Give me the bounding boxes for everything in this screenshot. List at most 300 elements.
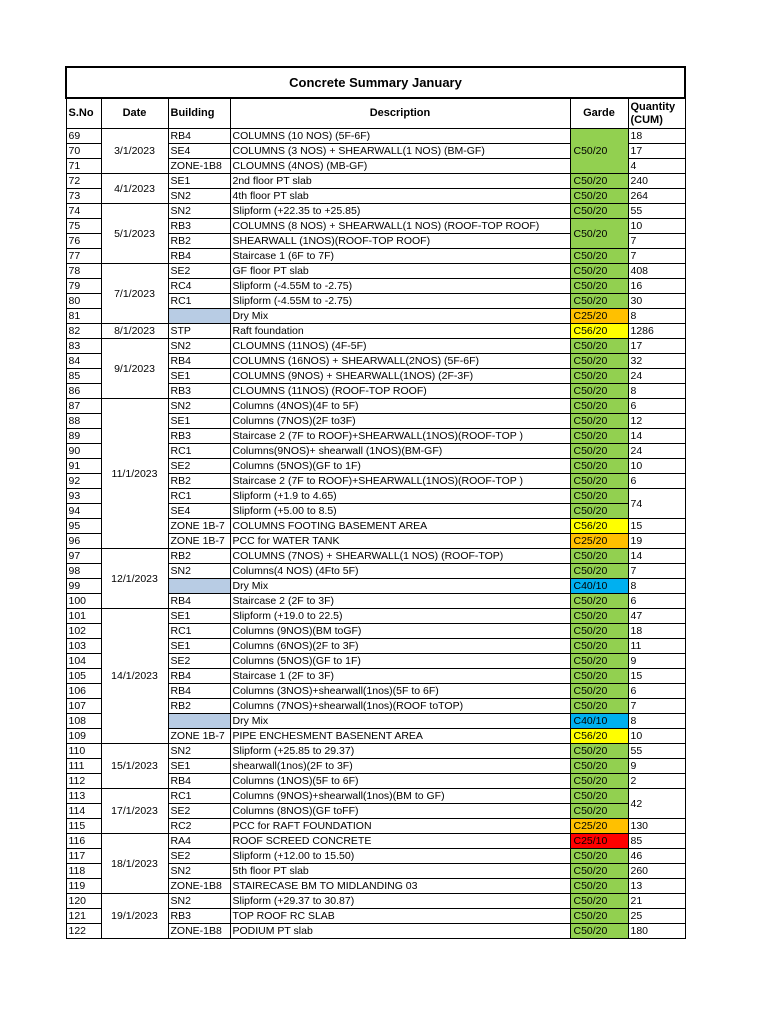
quantity-cell: 180 (628, 924, 685, 939)
quantity-cell: 9 (628, 654, 685, 669)
sno-cell: 79 (66, 279, 101, 294)
sno-cell: 102 (66, 624, 101, 639)
building-cell (168, 579, 230, 594)
description-cell: shearwall(1nos)(2F to 3F) (230, 759, 570, 774)
description-cell: COLUMNS (8 NOS) + SHEARWALL(1 NOS) (ROOF-TOP ROOF) (230, 219, 570, 234)
building-cell: SE4 (168, 144, 230, 159)
table-row (66, 204, 685, 219)
grade-cell: C50/20 (570, 594, 628, 609)
sno-cell: 81 (66, 309, 101, 324)
building-cell: SN2 (168, 864, 230, 879)
quantity-cell: 6 (628, 399, 685, 414)
sno-cell: 90 (66, 444, 101, 459)
quantity-cell: 15 (628, 669, 685, 684)
sno-cell: 121 (66, 909, 101, 924)
quantity-cell: 85 (628, 834, 685, 849)
table-row (66, 339, 685, 354)
date-cell: 8/1/2023 (101, 324, 168, 339)
grade-cell: C50/20 (570, 894, 628, 909)
building-cell: RB3 (168, 909, 230, 924)
grade-cell: C50/20 (570, 909, 628, 924)
concrete-summary-table (65, 66, 686, 939)
sno-cell: 78 (66, 264, 101, 279)
grade-cell: C50/20 (570, 624, 628, 639)
description-cell: Dry Mix (230, 714, 570, 729)
description-cell: CLOUMNS (4NOS) (MB-GF) (230, 159, 570, 174)
grade-cell: C50/20 (570, 399, 628, 414)
sno-cell: 72 (66, 174, 101, 189)
building-cell: RB4 (168, 774, 230, 789)
table-row (66, 834, 685, 849)
sno-cell: 119 (66, 879, 101, 894)
sno-cell: 109 (66, 729, 101, 744)
building-cell: RC4 (168, 279, 230, 294)
sno-cell: 70 (66, 144, 101, 159)
building-cell (168, 309, 230, 324)
building-cell (168, 714, 230, 729)
table-row (66, 894, 685, 909)
sno-cell: 97 (66, 549, 101, 564)
grade-cell: C50/20 (570, 489, 628, 504)
sno-cell: 89 (66, 429, 101, 444)
sno-cell: 107 (66, 699, 101, 714)
grade-cell: C50/20 (570, 549, 628, 564)
grade-cell: C50/20 (570, 789, 628, 804)
description-cell: ROOF SCREED CONCRETE (230, 834, 570, 849)
sno-cell: 120 (66, 894, 101, 909)
building-cell: RB4 (168, 129, 230, 144)
quantity-cell: 12 (628, 414, 685, 429)
sno-cell: 110 (66, 744, 101, 759)
grade-cell: C40/10 (570, 579, 628, 594)
date-cell: 12/1/2023 (101, 549, 168, 609)
quantity-cell: 2 (628, 774, 685, 789)
sno-cell: 75 (66, 219, 101, 234)
description-cell: Slipform (+29.37 to 30.87) (230, 894, 570, 909)
building-cell: SE1 (168, 414, 230, 429)
quantity-cell: 8 (628, 714, 685, 729)
quantity-cell: 18 (628, 624, 685, 639)
description-cell: COLUMNS (3 NOS) + SHEARWALL(1 NOS) (BM-GF) (230, 144, 570, 159)
date-cell: 17/1/2023 (101, 789, 168, 834)
quantity-cell: 260 (628, 864, 685, 879)
building-cell: RB2 (168, 549, 230, 564)
quantity-cell: 8 (628, 579, 685, 594)
grade-cell: C25/10 (570, 834, 628, 849)
quantity-cell: 32 (628, 354, 685, 369)
description-cell: PODIUM PT slab (230, 924, 570, 939)
quantity-cell: 6 (628, 684, 685, 699)
grade-cell: C50/20 (570, 219, 628, 249)
building-cell: SE2 (168, 264, 230, 279)
building-cell: SE1 (168, 609, 230, 624)
description-cell: Columns (7NOS)(2F to3F) (230, 414, 570, 429)
sno-cell: 85 (66, 369, 101, 384)
sno-cell: 103 (66, 639, 101, 654)
grade-cell: C50/20 (570, 849, 628, 864)
grade-cell: C50/20 (570, 369, 628, 384)
description-cell: Columns (7NOS)+shearwall(1nos)(ROOF toTOP) (230, 699, 570, 714)
sno-cell: 84 (66, 354, 101, 369)
building-cell: ZONE-1B8 (168, 924, 230, 939)
quantity-cell: 7 (628, 234, 685, 249)
sno-cell: 104 (66, 654, 101, 669)
quantity-cell: 14 (628, 549, 685, 564)
header-date: Date (101, 98, 168, 129)
grade-cell: C50/20 (570, 924, 628, 939)
grade-cell: C50/20 (570, 414, 628, 429)
description-cell: Staircase 1 (6F to 7F) (230, 249, 570, 264)
sno-cell: 93 (66, 489, 101, 504)
grade-cell: C50/20 (570, 774, 628, 789)
building-cell: RB3 (168, 219, 230, 234)
table-row (66, 399, 685, 414)
grade-cell: C40/10 (570, 714, 628, 729)
sno-cell: 118 (66, 864, 101, 879)
sno-cell: 117 (66, 849, 101, 864)
building-cell: RB2 (168, 474, 230, 489)
description-cell: Columns (5NOS)(GF to 1F) (230, 654, 570, 669)
date-cell: 7/1/2023 (101, 264, 168, 324)
sno-cell: 96 (66, 534, 101, 549)
sno-cell: 95 (66, 519, 101, 534)
grade-cell: C25/20 (570, 819, 628, 834)
building-cell: RB4 (168, 594, 230, 609)
table-body (66, 129, 685, 939)
header-description: Description (230, 98, 570, 129)
building-cell: RC1 (168, 444, 230, 459)
building-cell: SE4 (168, 504, 230, 519)
description-cell: Dry Mix (230, 579, 570, 594)
sno-cell: 106 (66, 684, 101, 699)
description-cell: 2nd floor PT slab (230, 174, 570, 189)
description-cell: STAIRECASE BM TO MIDLANDING 03 (230, 879, 570, 894)
description-cell: CLOUMNS (11NOS) (4F-5F) (230, 339, 570, 354)
header-quantity: Quantity (CUM) (628, 98, 685, 129)
date-cell: 9/1/2023 (101, 339, 168, 399)
table-row (66, 789, 685, 804)
quantity-cell: 10 (628, 459, 685, 474)
sno-cell: 77 (66, 249, 101, 264)
sno-cell: 114 (66, 804, 101, 819)
quantity-cell: 13 (628, 879, 685, 894)
quantity-cell: 264 (628, 189, 685, 204)
sno-cell: 105 (66, 669, 101, 684)
description-cell: COLUMNS FOOTING BASEMENT AREA (230, 519, 570, 534)
sno-cell: 69 (66, 129, 101, 144)
description-cell: Slipform (+19.0 to 22.5) (230, 609, 570, 624)
quantity-cell: 18 (628, 129, 685, 144)
table-row (66, 129, 685, 144)
grade-cell: C56/20 (570, 324, 628, 339)
quantity-cell: 21 (628, 894, 685, 909)
description-cell: PCC for WATER TANK (230, 534, 570, 549)
description-cell: 4th floor PT slab (230, 189, 570, 204)
quantity-cell: 8 (628, 309, 685, 324)
date-cell: 15/1/2023 (101, 744, 168, 789)
grade-cell: C56/20 (570, 519, 628, 534)
grade-cell: C50/20 (570, 564, 628, 579)
description-cell: GF floor PT slab (230, 264, 570, 279)
quantity-cell: 55 (628, 204, 685, 219)
description-cell: Slipform (+25.85 to 29.37) (230, 744, 570, 759)
header-building: Building (168, 98, 230, 129)
grade-cell: C50/20 (570, 684, 628, 699)
sno-cell: 73 (66, 189, 101, 204)
grade-cell: C50/20 (570, 354, 628, 369)
date-cell: 5/1/2023 (101, 204, 168, 264)
grade-cell: C56/20 (570, 729, 628, 744)
quantity-cell: 74 (628, 489, 685, 519)
description-cell: Columns (4NOS)(4F to 5F) (230, 399, 570, 414)
grade-cell: C50/20 (570, 654, 628, 669)
grade-cell: C50/20 (570, 609, 628, 624)
building-cell: RB4 (168, 684, 230, 699)
date-cell: 3/1/2023 (101, 129, 168, 174)
sno-cell: 82 (66, 324, 101, 339)
quantity-cell: 19 (628, 534, 685, 549)
description-cell: Columns (6NOS)(2F to 3F) (230, 639, 570, 654)
quantity-cell: 4 (628, 159, 685, 174)
sno-cell: 88 (66, 414, 101, 429)
building-cell: SN2 (168, 339, 230, 354)
description-cell: COLUMNS (7NOS) + SHEARWALL(1 NOS) (ROOF-TOP) (230, 549, 570, 564)
description-cell: Staircase 2 (7F to ROOF)+SHEARWALL(1NOS)(ROOF-TOP ) (230, 474, 570, 489)
header-sno: S.No (66, 98, 101, 129)
table-row (66, 744, 685, 759)
building-cell: RA4 (168, 834, 230, 849)
table-row (66, 609, 685, 624)
building-cell: RB4 (168, 354, 230, 369)
quantity-cell: 7 (628, 564, 685, 579)
building-cell: RC1 (168, 624, 230, 639)
quantity-cell: 6 (628, 474, 685, 489)
description-cell: Slipform (+1.9 to 4.65) (230, 489, 570, 504)
description-cell: TOP ROOF RC SLAB (230, 909, 570, 924)
grade-cell: C50/20 (570, 429, 628, 444)
building-cell: RC1 (168, 789, 230, 804)
grade-cell: C50/20 (570, 639, 628, 654)
grade-cell: C50/20 (570, 384, 628, 399)
description-cell: CLOUMNS (11NOS) (ROOF-TOP ROOF) (230, 384, 570, 399)
date-cell: 11/1/2023 (101, 399, 168, 549)
quantity-cell: 25 (628, 909, 685, 924)
sno-cell: 83 (66, 339, 101, 354)
description-cell: Slipform (+5.00 to 8.5) (230, 504, 570, 519)
grade-cell: C50/20 (570, 129, 628, 174)
building-cell: RB3 (168, 384, 230, 399)
building-cell: ZONE-1B8 (168, 159, 230, 174)
building-cell: SN2 (168, 894, 230, 909)
description-cell: Columns (3NOS)+shearwall(1nos)(5F to 6F) (230, 684, 570, 699)
grade-cell: C50/20 (570, 249, 628, 264)
description-cell: COLUMNS (16NOS) + SHEARWALL(2NOS) (5F-6F) (230, 354, 570, 369)
date-cell: 4/1/2023 (101, 174, 168, 204)
quantity-cell: 10 (628, 729, 685, 744)
building-cell: RC1 (168, 489, 230, 504)
quantity-cell: 55 (628, 744, 685, 759)
sno-cell: 113 (66, 789, 101, 804)
description-cell: Slipform (-4.55M to -2.75) (230, 294, 570, 309)
description-cell: Slipform (+12.00 to 15.50) (230, 849, 570, 864)
description-cell: Columns(4 NOS) (4Fto 5F) (230, 564, 570, 579)
grade-cell: C50/20 (570, 279, 628, 294)
quantity-cell: 30 (628, 294, 685, 309)
grade-cell: C50/20 (570, 744, 628, 759)
date-cell: 18/1/2023 (101, 834, 168, 894)
grade-cell: C50/20 (570, 444, 628, 459)
quantity-cell: 8 (628, 384, 685, 399)
description-cell: Slipform (+22.35 to +25.85) (230, 204, 570, 219)
building-cell: SN2 (168, 744, 230, 759)
date-cell: 14/1/2023 (101, 609, 168, 744)
sno-cell: 122 (66, 924, 101, 939)
building-cell: SN2 (168, 399, 230, 414)
grade-cell: C50/20 (570, 504, 628, 519)
table-row (66, 174, 685, 189)
grade-cell: C50/20 (570, 864, 628, 879)
building-cell: RC2 (168, 819, 230, 834)
quantity-cell: 10 (628, 219, 685, 234)
quantity-cell: 7 (628, 699, 685, 714)
building-cell: SN2 (168, 564, 230, 579)
description-cell: 5th floor PT slab (230, 864, 570, 879)
building-cell: SE2 (168, 459, 230, 474)
grade-cell: C50/20 (570, 699, 628, 714)
sno-cell: 74 (66, 204, 101, 219)
building-cell: RB3 (168, 429, 230, 444)
description-cell: Staircase 2 (2F to 3F) (230, 594, 570, 609)
building-cell: RB2 (168, 699, 230, 714)
sno-cell: 99 (66, 579, 101, 594)
building-cell: RB2 (168, 234, 230, 249)
quantity-cell: 14 (628, 429, 685, 444)
grade-cell: C50/20 (570, 879, 628, 894)
building-cell: SE1 (168, 759, 230, 774)
description-cell: Slipform (-4.55M to -2.75) (230, 279, 570, 294)
quantity-cell: 16 (628, 279, 685, 294)
description-cell: Staircase 2 (7F to ROOF)+SHEARWALL(1NOS)(ROOF-TOP ) (230, 429, 570, 444)
grade-cell: C50/20 (570, 174, 628, 189)
description-cell: Dry Mix (230, 309, 570, 324)
description-cell: SHEARWALL (1NOS)(ROOF-TOP ROOF) (230, 234, 570, 249)
quantity-cell: 24 (628, 444, 685, 459)
grade-cell: C50/20 (570, 264, 628, 279)
quantity-cell: 17 (628, 144, 685, 159)
grade-cell: C50/20 (570, 339, 628, 354)
sno-cell: 76 (66, 234, 101, 249)
sno-cell: 94 (66, 504, 101, 519)
sno-cell: 112 (66, 774, 101, 789)
sno-cell: 91 (66, 459, 101, 474)
building-cell: RC1 (168, 294, 230, 309)
sno-cell: 87 (66, 399, 101, 414)
quantity-cell: 46 (628, 849, 685, 864)
sno-cell: 98 (66, 564, 101, 579)
description-cell: Columns (9NOS)+shearwall(1nos)(BM to GF) (230, 789, 570, 804)
table-row (66, 324, 685, 339)
quantity-cell: 24 (628, 369, 685, 384)
grade-cell: C50/20 (570, 189, 628, 204)
description-cell: Raft foundation (230, 324, 570, 339)
quantity-cell: 7 (628, 249, 685, 264)
description-cell: Staircase 1 (2F to 3F) (230, 669, 570, 684)
building-cell: SN2 (168, 189, 230, 204)
building-cell: SE2 (168, 849, 230, 864)
quantity-cell: 240 (628, 174, 685, 189)
grade-cell: C50/20 (570, 759, 628, 774)
building-cell: ZONE 1B-7 (168, 519, 230, 534)
description-cell: PIPE ENCHESMENT BASENENT AREA (230, 729, 570, 744)
building-cell: RB4 (168, 669, 230, 684)
sno-cell: 100 (66, 594, 101, 609)
grade-cell: C25/20 (570, 309, 628, 324)
table-row (66, 549, 685, 564)
quantity-cell: 408 (628, 264, 685, 279)
building-cell: SE1 (168, 639, 230, 654)
building-cell: SE1 (168, 174, 230, 189)
description-cell: COLUMNS (9NOS) + SHEARWALL(1NOS) (2F-3F) (230, 369, 570, 384)
building-cell: SE2 (168, 654, 230, 669)
description-cell: PCC for RAFT FOUNDATION (230, 819, 570, 834)
description-cell: Columns (5NOS)(GF to 1F) (230, 459, 570, 474)
grade-cell: C50/20 (570, 204, 628, 219)
building-cell: STP (168, 324, 230, 339)
quantity-cell: 130 (628, 819, 685, 834)
sno-cell: 71 (66, 159, 101, 174)
sno-cell: 115 (66, 819, 101, 834)
grade-cell: C50/20 (570, 474, 628, 489)
building-cell: ZONE 1B-7 (168, 534, 230, 549)
building-cell: SE2 (168, 804, 230, 819)
table-row (66, 264, 685, 279)
sno-cell: 92 (66, 474, 101, 489)
quantity-cell: 9 (628, 759, 685, 774)
description-cell: COLUMNS (10 NOS) (5F-6F) (230, 129, 570, 144)
date-cell: 19/1/2023 (101, 894, 168, 939)
building-cell: SN2 (168, 204, 230, 219)
quantity-cell: 11 (628, 639, 685, 654)
quantity-cell: 1286 (628, 324, 685, 339)
sno-cell: 108 (66, 714, 101, 729)
header-grade: Garde (570, 98, 628, 129)
grade-cell: C50/20 (570, 669, 628, 684)
description-cell: Columns (9NOS)(BM toGF) (230, 624, 570, 639)
building-cell: ZONE 1B-7 (168, 729, 230, 744)
description-cell: Columns (8NOS)(GF toFF) (230, 804, 570, 819)
quantity-cell: 42 (628, 789, 685, 819)
quantity-cell: 47 (628, 609, 685, 624)
grade-cell: C50/20 (570, 459, 628, 474)
quantity-cell: 15 (628, 519, 685, 534)
building-cell: ZONE-1B8 (168, 879, 230, 894)
description-cell: Columns (1NOS)(5F to 6F) (230, 774, 570, 789)
quantity-cell: 17 (628, 339, 685, 354)
sno-cell: 101 (66, 609, 101, 624)
sno-cell: 116 (66, 834, 101, 849)
sno-cell: 111 (66, 759, 101, 774)
description-cell: Columns(9NOS)+ shearwall (1NOS)(BM-GF) (230, 444, 570, 459)
grade-cell: C25/20 (570, 534, 628, 549)
sno-cell: 86 (66, 384, 101, 399)
sno-cell: 80 (66, 294, 101, 309)
building-cell: RB4 (168, 249, 230, 264)
building-cell: SE1 (168, 369, 230, 384)
quantity-cell: 6 (628, 594, 685, 609)
table-title: Concrete Summary January (66, 67, 685, 98)
grade-cell: C50/20 (570, 294, 628, 309)
grade-cell: C50/20 (570, 804, 628, 819)
